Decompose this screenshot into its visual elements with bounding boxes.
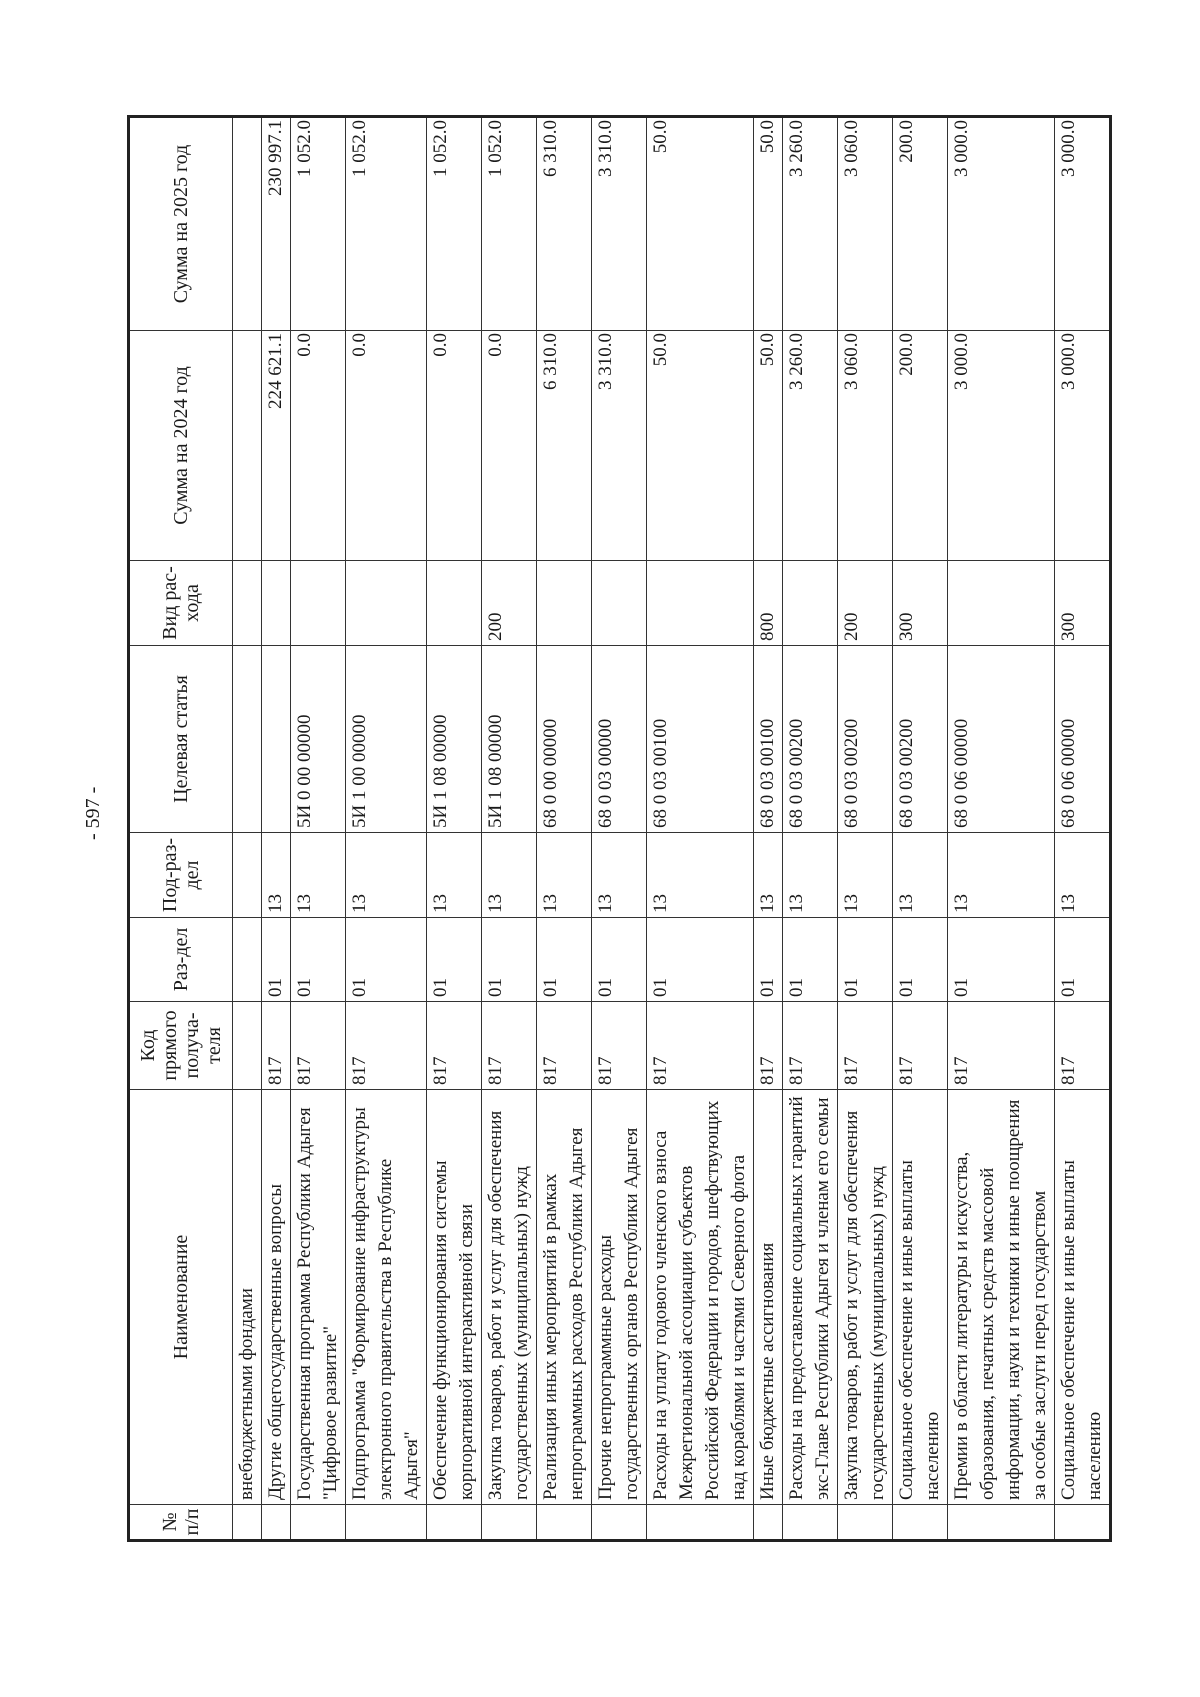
cell-sum-2024: 0.0 xyxy=(291,331,346,561)
cell-target: 5И 1 08 00000 xyxy=(482,646,537,833)
table-row xyxy=(291,117,346,1541)
cell-no xyxy=(1055,1505,1111,1541)
cell-section: 01 xyxy=(346,918,427,1002)
cell-code: 817 xyxy=(592,1002,647,1090)
table-row xyxy=(427,117,482,1541)
cell-expense-type: 200 xyxy=(482,561,537,646)
header-name: Наименование xyxy=(129,1090,233,1505)
table-row xyxy=(647,117,754,1541)
cell-target: 5И 1 00 00000 xyxy=(346,646,427,833)
table-row xyxy=(482,117,537,1541)
cell-name: Социальное обеспечение и иные выплаты населению xyxy=(893,1090,948,1505)
cell-no xyxy=(482,1505,537,1541)
header-target: Целевая статья xyxy=(129,646,233,833)
cell-name: Закупка товаров, работ и услуг для обеспечения государственных (муниципальных) нужд xyxy=(838,1090,893,1505)
cell-section: 01 xyxy=(592,918,647,1002)
cell-no xyxy=(537,1505,592,1541)
header-expense-type: Вид рас-хода xyxy=(129,561,233,646)
cell-subsection: 13 xyxy=(291,833,346,918)
cell-code: 817 xyxy=(291,1002,346,1090)
cell-code: 817 xyxy=(427,1002,482,1090)
cell-expense-type xyxy=(291,561,346,646)
cell-sum-2024: 3 060.0 xyxy=(838,331,893,561)
cell-subsection: 13 xyxy=(754,833,783,918)
cell-section: 01 xyxy=(647,918,754,1002)
cell-no xyxy=(592,1505,647,1541)
cell-section: 01 xyxy=(427,918,482,1002)
cell-sum-2025: 3 310.0 xyxy=(592,117,647,331)
cell-expense-type xyxy=(783,561,838,646)
cell-name: Прочие непрограммные расходы государственных органов Республики Адыгея xyxy=(592,1090,647,1505)
cell-expense-type: 300 xyxy=(1055,561,1111,646)
cell-section: 01 xyxy=(262,918,291,1002)
cell-sum-2025: 1 052.0 xyxy=(346,117,427,331)
cell-expense-type xyxy=(948,561,1055,646)
cell-sum-2025: 50.0 xyxy=(754,117,783,331)
budget-table xyxy=(127,115,1112,1542)
cell-name: внебюджетными фондами xyxy=(233,1090,262,1505)
cell-name: Другие общегосударственные вопросы xyxy=(262,1090,291,1505)
header-section: Раз-дел xyxy=(129,918,233,1002)
cell-subsection: 13 xyxy=(592,833,647,918)
cell-target: 68 0 03 00200 xyxy=(783,646,838,833)
page-number: - 597 - xyxy=(82,786,104,840)
cell-sum-2025: 50.0 xyxy=(647,117,754,331)
cell-code: 817 xyxy=(1055,1002,1111,1090)
cell-expense-type xyxy=(537,561,592,646)
header-code: Код прямого получа-теля xyxy=(129,1002,233,1090)
header-no: № п/п xyxy=(129,1505,233,1541)
cell-target xyxy=(233,646,262,833)
cell-expense-type xyxy=(233,561,262,646)
header-sum-2024: Сумма на 2024 год xyxy=(129,331,233,561)
cell-no xyxy=(291,1505,346,1541)
cell-name: Закупка товаров, работ и услуг для обеспечения государственных (муниципальных) нужд xyxy=(482,1090,537,1505)
cell-sum-2025: 3 000.0 xyxy=(1055,117,1111,331)
cell-name: Социальное обеспечение и иные выплаты населению xyxy=(1055,1090,1111,1505)
cell-name: Государственная программа Республики Адыгея "Цифровое развитие" xyxy=(291,1090,346,1505)
cell-no xyxy=(754,1505,783,1541)
cell-no xyxy=(346,1505,427,1541)
cell-section: 01 xyxy=(838,918,893,1002)
table-row xyxy=(537,117,592,1541)
table-row xyxy=(754,117,783,1541)
cell-code: 817 xyxy=(262,1002,291,1090)
cell-target: 68 0 03 00100 xyxy=(754,646,783,833)
cell-sum-2024: 3 260.0 xyxy=(783,331,838,561)
cell-section: 01 xyxy=(1055,918,1111,1002)
cell-target: 68 0 06 00000 xyxy=(948,646,1055,833)
cell-name: Премии в области литературы и искусства, образования, печатных средств массовой информации, науки и техники и иные поощрения за особые заслуги перед государством xyxy=(948,1090,1055,1505)
cell-expense-type xyxy=(346,561,427,646)
cell-sum-2025: 1 052.0 xyxy=(427,117,482,331)
cell-sum-2024: 3 310.0 xyxy=(592,331,647,561)
cell-subsection: 13 xyxy=(948,833,1055,918)
cell-section: 01 xyxy=(893,918,948,1002)
cell-target: 68 0 00 00000 xyxy=(537,646,592,833)
cell-subsection: 13 xyxy=(346,833,427,918)
cell-sum-2024: 0.0 xyxy=(346,331,427,561)
cell-subsection xyxy=(233,833,262,918)
cell-section: 01 xyxy=(948,918,1055,1002)
cell-code: 817 xyxy=(893,1002,948,1090)
cell-target: 5И 1 08 00000 xyxy=(427,646,482,833)
cell-no xyxy=(427,1505,482,1541)
table-body xyxy=(233,117,1111,1541)
cell-section: 01 xyxy=(291,918,346,1002)
table-row xyxy=(1055,117,1111,1541)
cell-section: 01 xyxy=(482,918,537,1002)
table-row xyxy=(893,117,948,1541)
cell-sum-2025: 230 997.1 xyxy=(262,117,291,331)
table-row xyxy=(262,117,291,1541)
cell-target: 68 0 03 00000 xyxy=(592,646,647,833)
cell-code: 817 xyxy=(647,1002,754,1090)
cell-code: 817 xyxy=(346,1002,427,1090)
cell-target: 68 0 03 00100 xyxy=(647,646,754,833)
cell-subsection: 13 xyxy=(783,833,838,918)
cell-target: 5И 0 00 00000 xyxy=(291,646,346,833)
table-row xyxy=(783,117,838,1541)
cell-no xyxy=(893,1505,948,1541)
cell-name: Обеспечение функционирования системы корпоративной интерактивной связи xyxy=(427,1090,482,1505)
header-row xyxy=(129,117,233,1541)
table-row xyxy=(948,117,1055,1541)
cell-code xyxy=(233,1002,262,1090)
cell-sum-2025: 200.0 xyxy=(893,117,948,331)
cell-subsection: 13 xyxy=(893,833,948,918)
cell-sum-2024: 3 000.0 xyxy=(948,331,1055,561)
cell-sum-2024: 50.0 xyxy=(647,331,754,561)
cell-code: 817 xyxy=(754,1002,783,1090)
cell-no xyxy=(838,1505,893,1541)
cell-expense-type xyxy=(427,561,482,646)
cell-sum-2025: 3 260.0 xyxy=(783,117,838,331)
cell-sum-2025: 1 052.0 xyxy=(482,117,537,331)
cell-sum-2024: 200.0 xyxy=(893,331,948,561)
cell-code: 817 xyxy=(838,1002,893,1090)
cell-sum-2025: 3 000.0 xyxy=(948,117,1055,331)
cell-code: 817 xyxy=(482,1002,537,1090)
cell-expense-type: 200 xyxy=(838,561,893,646)
cell-no xyxy=(783,1505,838,1541)
cell-sum-2025: 3 060.0 xyxy=(838,117,893,331)
cell-section: 01 xyxy=(754,918,783,1002)
cell-name: Расходы на предоставление социальных гарантий экс-Главе Республики Адыгея и членам его семьи xyxy=(783,1090,838,1505)
cell-code: 817 xyxy=(783,1002,838,1090)
cell-code: 817 xyxy=(537,1002,592,1090)
cell-target: 68 0 06 00000 xyxy=(1055,646,1111,833)
cell-subsection: 13 xyxy=(482,833,537,918)
cell-sum-2024: 0.0 xyxy=(482,331,537,561)
header-sum-2025: Сумма на 2025 год xyxy=(129,117,233,331)
cell-sum-2025: 1 052.0 xyxy=(291,117,346,331)
cell-sum-2024: 224 621.1 xyxy=(262,331,291,561)
table-row xyxy=(346,117,427,1541)
table-row xyxy=(592,117,647,1541)
cell-sum-2025: 6 310.0 xyxy=(537,117,592,331)
cell-sum-2024: 50.0 xyxy=(754,331,783,561)
cell-expense-type: 300 xyxy=(893,561,948,646)
cell-subsection: 13 xyxy=(1055,833,1111,918)
cell-target xyxy=(262,646,291,833)
cell-sum-2024: 6 310.0 xyxy=(537,331,592,561)
cell-subsection: 13 xyxy=(262,833,291,918)
cell-expense-type: 800 xyxy=(754,561,783,646)
cell-target: 68 0 03 00200 xyxy=(893,646,948,833)
cell-sum-2024: 0.0 xyxy=(427,331,482,561)
cell-subsection: 13 xyxy=(427,833,482,918)
rotated-table-container xyxy=(127,118,1112,1542)
cell-sum-2025 xyxy=(233,117,262,331)
cell-name: Иные бюджетные ассигнования xyxy=(754,1090,783,1505)
cell-subsection: 13 xyxy=(647,833,754,918)
header-subsection: Под-раз-дел xyxy=(129,833,233,918)
cell-expense-type xyxy=(592,561,647,646)
cell-section: 01 xyxy=(537,918,592,1002)
cell-expense-type xyxy=(262,561,291,646)
cell-section: 01 xyxy=(783,918,838,1002)
cell-no xyxy=(233,1505,262,1541)
cell-name: Реализация иных мероприятий в рамках непрограммных расходов Республики Адыгея xyxy=(537,1090,592,1505)
table-row xyxy=(838,117,893,1541)
cell-subsection: 13 xyxy=(838,833,893,918)
cell-name: Расходы на уплату годового членского взноса Межрегиональной ассоциации субъектов Российской Федерации и городов, шефствующих над кораблями и частями Северного флота xyxy=(647,1090,754,1505)
cell-name: Подпрограмма "Формирование инфраструктуры электронного правительства в Республике Адыгея" xyxy=(346,1090,427,1505)
table-row xyxy=(233,117,262,1541)
cell-expense-type xyxy=(647,561,754,646)
cell-subsection: 13 xyxy=(537,833,592,918)
cell-target: 68 0 03 00200 xyxy=(838,646,893,833)
cell-no xyxy=(647,1505,754,1541)
cell-code: 817 xyxy=(948,1002,1055,1090)
cell-sum-2024 xyxy=(233,331,262,561)
cell-no xyxy=(262,1505,291,1541)
cell-no xyxy=(948,1505,1055,1541)
cell-section xyxy=(233,918,262,1002)
cell-sum-2024: 3 000.0 xyxy=(1055,331,1111,561)
